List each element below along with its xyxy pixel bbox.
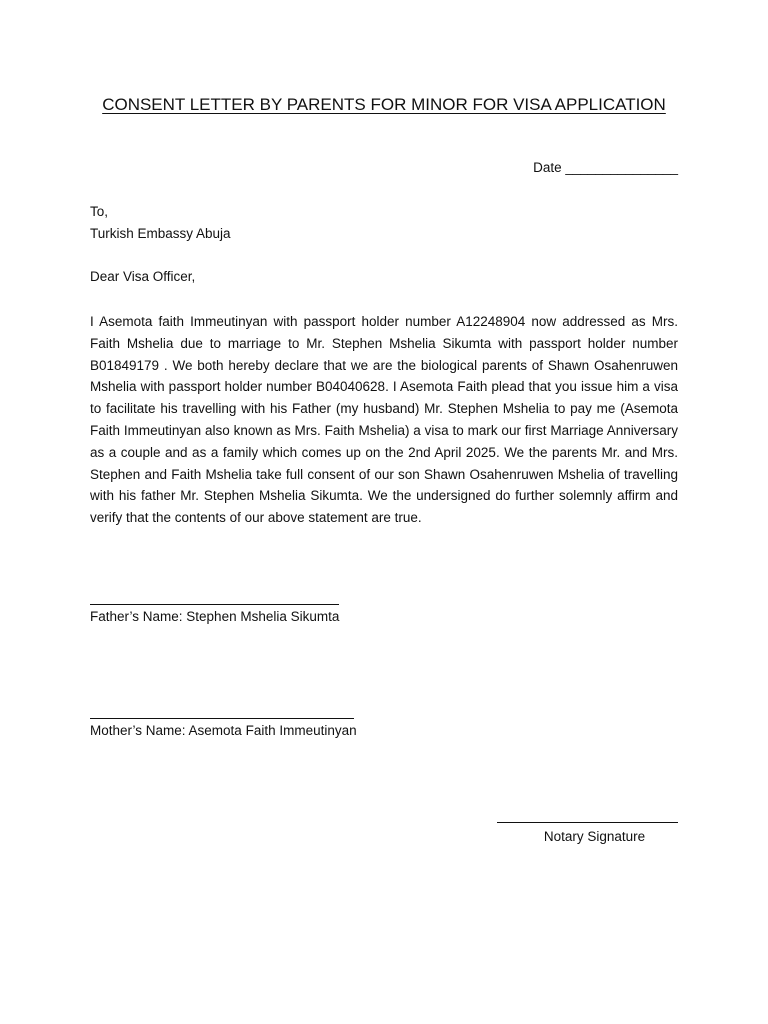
notary-signature-line (497, 822, 678, 823)
salutation: Dear Visa Officer, (90, 269, 196, 284)
father-signature-line (90, 604, 339, 605)
letter-body: I Asemota faith Immeutinyan with passport holder number A12248904 now addressed as Mrs. Faith Mshelia due to marriage to Mr. Stephen Mshelia Sikumta with passport holder number B01849179 . We both hereby declare that we are the biological parents of Shawn Osahenruwen Mshelia with passport holder number B04040628. I Asemota Faith plead that you issue him a visa to facilitate his travelling with his Father (my husband) Mr. Stephen Mshelia to pay me (Asemota Faith Immeutinyan also known as Mrs. Faith Mshelia) a visa to mark our first Marriage Anniversary as a couple and as a family which comes up on the 2nd April 2025. We the parents Mr. and Mrs. Stephen and Faith Mshelia take full consent of our son Shawn Osahenruwen Mshelia of travelling with his father Mr. Stephen Mshelia Sikumta. We the undersigned do further solemnly affirm and verify that the contents of our above statement are true. (90, 314, 678, 526)
mother-signature-line (90, 718, 354, 719)
address-recipient: Turkish Embassy Abuja (90, 226, 231, 241)
address-to: To, (90, 204, 109, 219)
mother-name-label: Mother’s Name: Asemota Faith Immeutinyan (90, 723, 357, 738)
date-field: Date _______________ (533, 160, 678, 175)
letter-title: CONSENT LETTER BY PARENTS FOR MINOR FOR VISA APPLICATION (102, 95, 666, 114)
father-name-label: Father’s Name: Stephen Mshelia Sikumta (90, 609, 340, 624)
notary-signature-label: Notary Signature (543, 829, 646, 844)
